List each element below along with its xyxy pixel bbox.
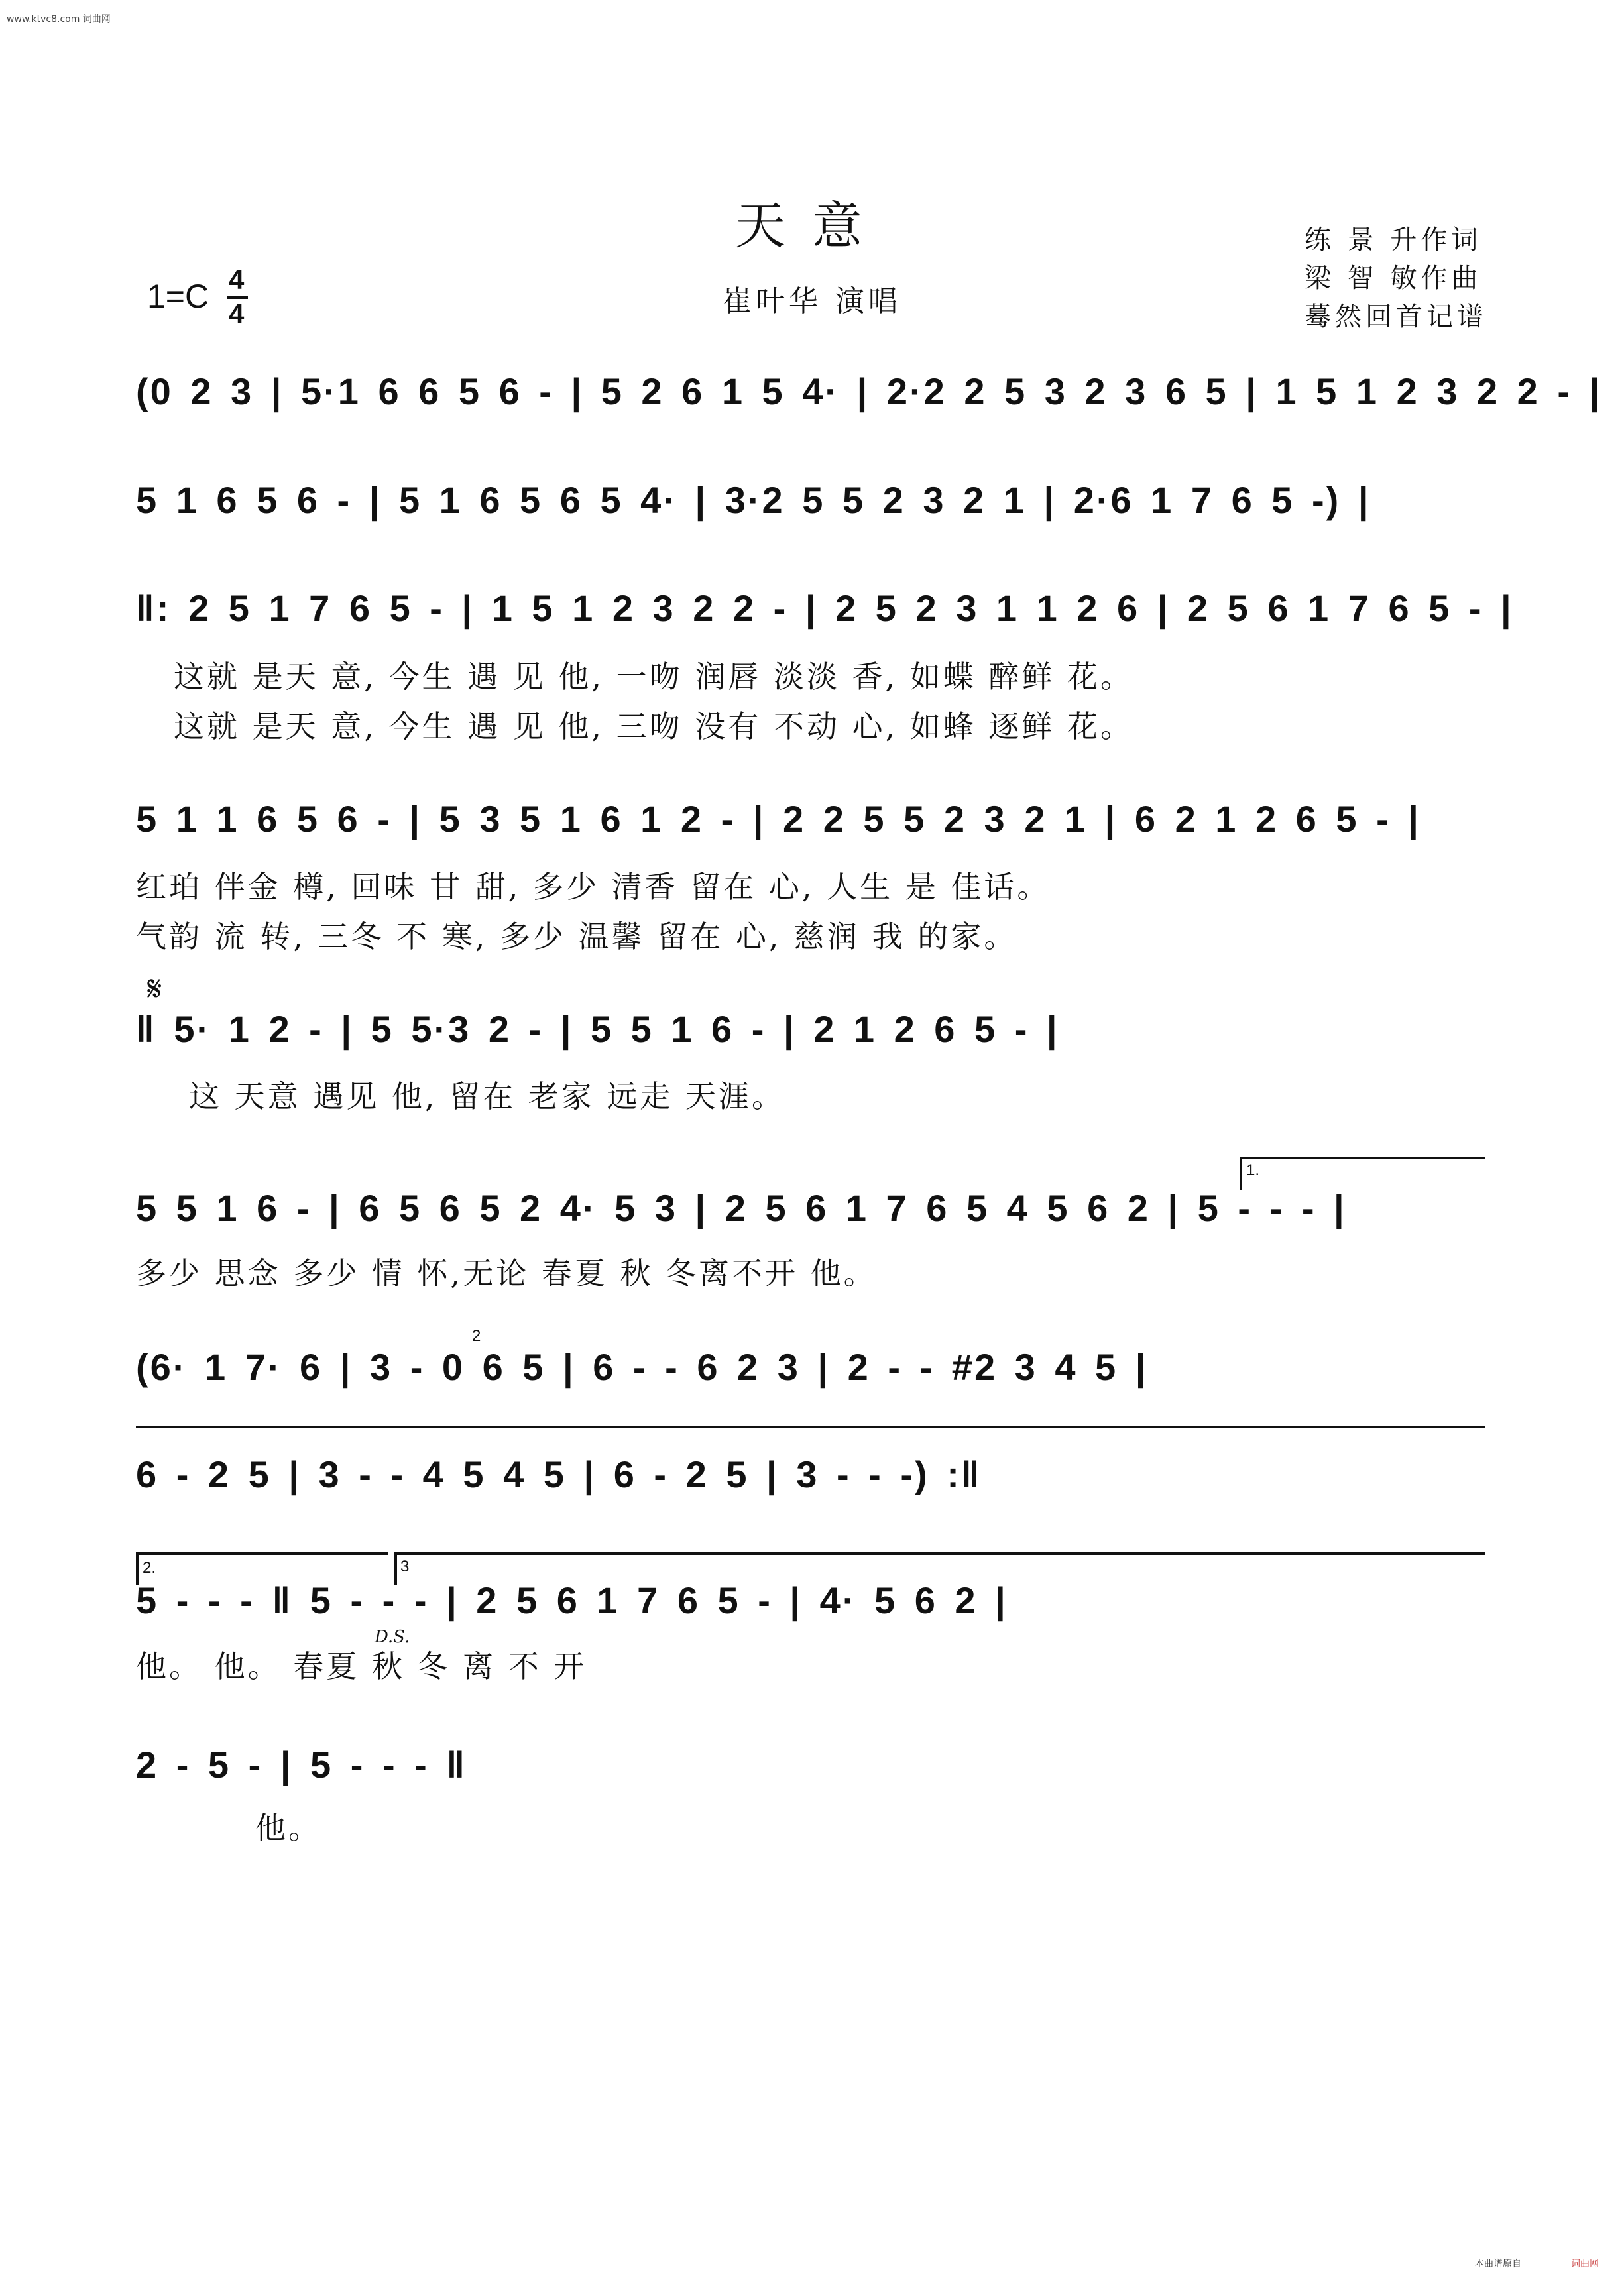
- system-divider: [136, 1426, 1485, 1428]
- lyric-line-4b: 气韵 流 转, 三冬 不 寒, 多少 温馨 留在 心, 慈润 我 的家。: [136, 919, 1017, 954]
- volta-2-label: 2.: [143, 1559, 156, 1577]
- transcriber-credit: 蓦然回首记谱: [1305, 302, 1487, 332]
- notation-line-6: 5 5 1 6 - | 6 5 6 5 2 4· 5 3 | 2 5 6 1 7 6 5 4 5 6 2 | 5 - - - |: [136, 1187, 1346, 1229]
- time-signature-bottom: 4: [229, 298, 245, 329]
- lyric-line-4a: 红珀 伴金 樽, 回味 甘 甜, 多少 清香 留在 心, 人生 是 佳话。: [136, 869, 1051, 905]
- notation-line-8: 6 - 2 5 | 3 - - 4 5 4 5 | 6 - 2 5 | 3 - - -) :‖: [136, 1454, 982, 1495]
- volta-2-bracket: [136, 1552, 388, 1555]
- composer-credit: 梁 智 敏作曲: [1305, 263, 1482, 294]
- lyric-line-5: 这 天意 遇见 他, 留在 老家 远走 天涯。: [189, 1078, 785, 1114]
- lyric-line-9: 他。 他。 春夏 秋 冬 离 不 开: [136, 1648, 587, 1684]
- right-margin-watermark: [1605, 0, 1624, 2284]
- notation-line-9: 5 - - - ‖ 5 - - - | 2 5 6 1 7 6 5 - | 4· 5 6 2 |: [136, 1579, 1008, 1621]
- singer-credit: 崔叶华 演唱: [723, 284, 901, 318]
- notation-line-5: ‖ 5· 1 2 - | 5 5·3 2 - | 5 5 1 6 - | 2 1 2 6 5 - |: [136, 1008, 1059, 1050]
- volta-1-label: 1.: [1246, 1161, 1260, 1179]
- volta-3-label: 3: [400, 1558, 410, 1575]
- page-title: 天意: [735, 196, 889, 255]
- segno-sign: 𝄋: [147, 969, 162, 1009]
- time-signature-top: 4: [229, 264, 245, 295]
- notation-line-10: 2 - 5 - | 5 - - - ‖: [136, 1744, 467, 1786]
- notation-line-1: (0 2 3 | 5·1 6 6 5 6 - | 5 2 6 1 5 4· | 2·2 2 5 3 2 3 6 5 | 1 5 1 2 3 2 2 - |: [136, 371, 1602, 412]
- footer-brand-link[interactable]: 词曲网: [1571, 2259, 1599, 2269]
- lyricist-credit: 练 景 升作词: [1305, 225, 1482, 255]
- notation-line-7: (6· 1 7· 6 | 3 - 0 6 5 | 6 - - 6 2 3 | 2 - - #2 3 4 5 |: [136, 1346, 1148, 1388]
- key-signature: 1=C: [147, 278, 209, 315]
- notation-line-2: 5 1 6 5 6 - | 5 1 6 5 6 5 4· | 3·2 5 5 2 3 2 1 | 2·6 1 7 6 5 -) |: [136, 479, 1371, 521]
- volta-1-bracket-side: [1240, 1157, 1242, 1190]
- left-margin-watermark: [0, 0, 19, 2284]
- notation-line-3: ‖: 2 5 1 7 6 5 - | 1 5 1 2 3 2 2 - | 2 5 2 3 1 1 2 6 | 2 5 6 1 7 6 5 - |: [136, 587, 1513, 629]
- volta-1-bracket: [1240, 1157, 1485, 1159]
- breath-mark-2: 2: [472, 1327, 481, 1345]
- footer-source: 本曲谱原自: [1475, 2259, 1521, 2269]
- volta-3-bracket: [394, 1552, 1485, 1555]
- lyric-line-6: 多少 思念 多少 情 怀,无论 春夏 秋 冬离不开 他。: [136, 1255, 877, 1291]
- site-header: www.ktvc8.com 词曲网: [7, 14, 111, 25]
- dal-segno-mark: D.S.: [375, 1627, 410, 1647]
- lyric-line-3a: 这就 是天 意, 今生 遇 见 他, 一吻 润唇 淡淡 香, 如蝶 醉鲜 花。: [174, 659, 1133, 695]
- notation-line-4: 5 1 1 6 5 6 - | 5 3 5 1 6 1 2 - | 2 2 5 5 2 3 2 1 | 6 2 1 2 6 5 - |: [136, 798, 1421, 840]
- lyric-line-10: 他。: [255, 1810, 321, 1846]
- lyric-line-3b: 这就 是天 意, 今生 遇 见 他, 三吻 没有 不动 心, 如蜂 逐鲜 花。: [174, 709, 1133, 744]
